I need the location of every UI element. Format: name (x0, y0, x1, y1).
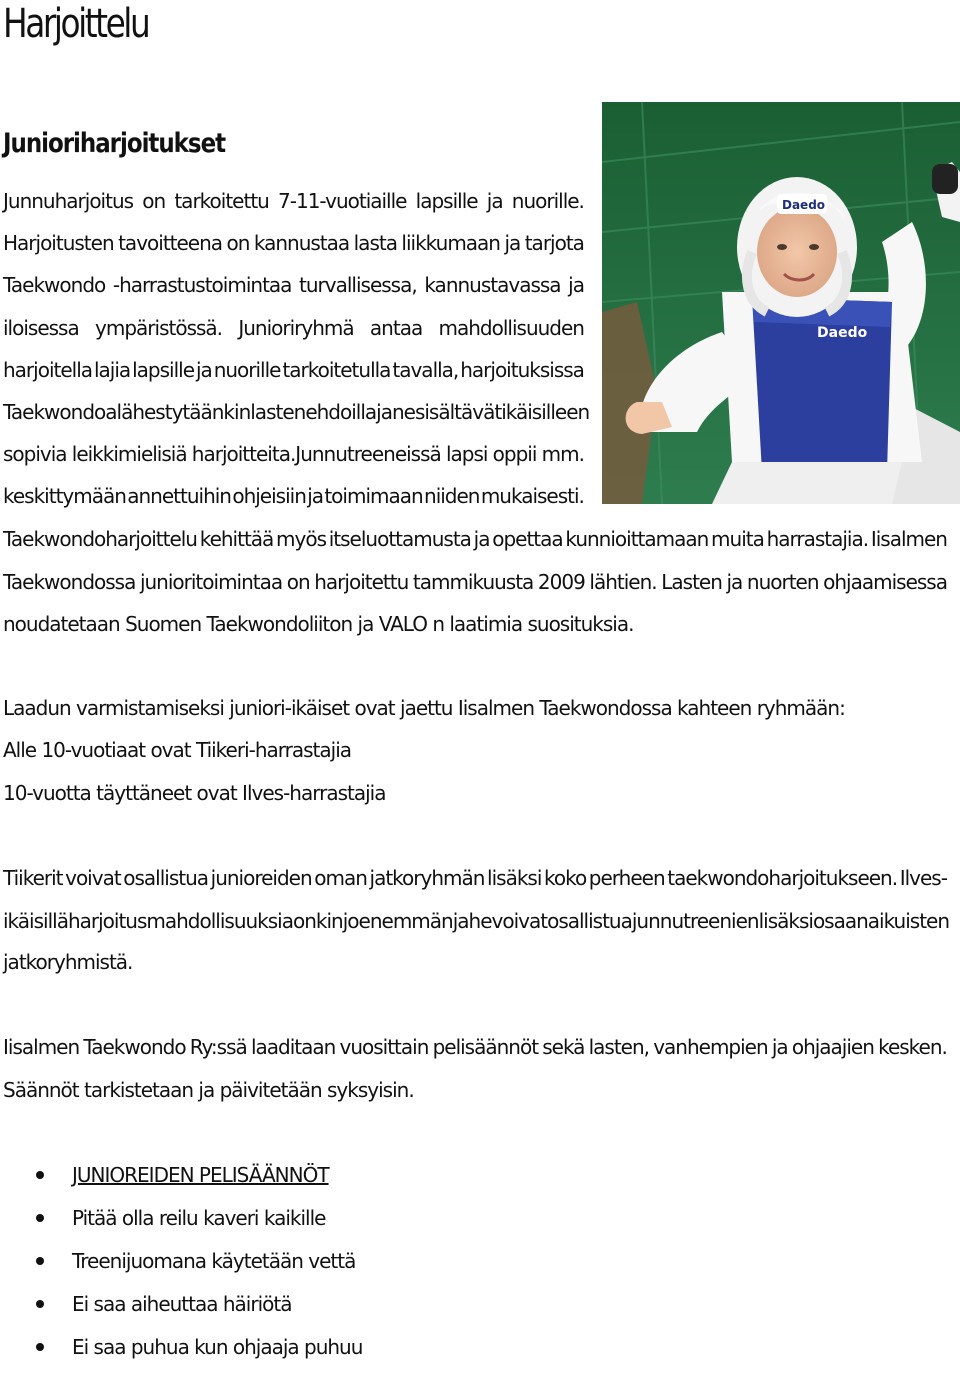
word: tavalla, (392, 357, 459, 382)
word: on (226, 231, 250, 256)
word: pelisäännöt (432, 1035, 539, 1059)
page-title: Harjoittelu (3, 1, 149, 47)
word: Ilves- (899, 866, 947, 890)
word: ja (452, 908, 469, 933)
word: osallistua (547, 908, 632, 933)
word: junnutreenien (631, 908, 759, 933)
word: sisältävät (414, 400, 502, 424)
word: leikkimielisiä (71, 442, 187, 467)
word: toimimaan (324, 484, 423, 509)
word: lisäksi (487, 866, 542, 890)
word: harjoituksissa (460, 357, 584, 382)
word: Iisalmen (3, 1035, 80, 1059)
groups-line-tiikeri: Alle 10-vuotiaat ovat Tiikeri-harrastajia (3, 738, 352, 762)
word: oppii (492, 442, 537, 467)
groups-intro: Laadun varmistamiseksi juniori-ikäiset ovat jaettu Iisalmen Taekwondossa kahteen ryhmään: (3, 696, 845, 720)
word: lapsi (445, 442, 488, 467)
paragraph-line: jatkoryhmistä. (3, 950, 133, 974)
word: kannustaa (253, 231, 350, 256)
bullet-icon (36, 1300, 44, 1308)
word: harrastajia. (766, 527, 869, 551)
paragraph-line (3, 270, 584, 312)
word: muita (711, 527, 764, 551)
word: liikkumaan (401, 231, 500, 256)
word: tarkoitetulla (282, 357, 391, 382)
bullet-icon (36, 1171, 44, 1179)
word: sekä (542, 1035, 585, 1059)
word: kannustavassa (424, 273, 561, 298)
word: ja (726, 569, 743, 594)
word: 2009 (537, 569, 585, 594)
word: Taekwondoharjoittelu (3, 527, 197, 551)
svg-text:Daedo: Daedo (782, 198, 826, 212)
paragraph-line (3, 524, 947, 566)
word: Iisalmen (870, 527, 947, 551)
word: he (468, 908, 492, 933)
word: lasta (353, 231, 397, 256)
section-heading: Junioriharjoitukset (3, 128, 226, 159)
taekwondo-child-photo (602, 102, 960, 504)
paragraph-line (3, 313, 584, 355)
list-item (30, 1203, 730, 1245)
groups-line-ilves: 10-vuotta täyttäneet ovat Ilves-harrastajia (3, 781, 386, 805)
word: ne (391, 400, 415, 424)
paragraph-line: Säännöt tarkistetaan ja päivitetään syksyisin. (3, 1078, 414, 1102)
word: on (286, 569, 310, 594)
word: harjoitteita.Junnutreeneissä (191, 442, 441, 467)
word: ympäristössä. (95, 315, 223, 340)
word: Ry:ssä (189, 1035, 247, 1059)
word: on (142, 189, 166, 213)
word: Harjoitusten (3, 231, 114, 256)
paragraph-line (3, 567, 947, 609)
word: Taekwondossa (3, 569, 136, 594)
list-item (30, 1246, 730, 1288)
word: lisäksi (758, 908, 813, 933)
word: aikuisten (867, 908, 950, 933)
word: taekwondoharjoitukseen. (667, 866, 898, 890)
word: annettuihin (127, 484, 231, 509)
word: nuorille (213, 357, 281, 382)
paragraph-line (3, 397, 590, 439)
word: harjoitella (3, 357, 93, 382)
word: ja (376, 400, 392, 424)
word: voivat (65, 866, 121, 890)
word: osallistua (123, 866, 209, 890)
word: tavoitteena (118, 231, 223, 256)
word: kesken. (878, 1035, 947, 1059)
bullet-icon (36, 1343, 44, 1351)
word: onkin (293, 908, 343, 933)
word: junioritoimintaa (139, 569, 283, 594)
word: vuosittain (339, 1035, 429, 1059)
word: perheen (588, 866, 665, 890)
word: -harrastustoimintaa (112, 273, 292, 298)
word: Junioriryhmä (238, 315, 354, 340)
word: myös (276, 527, 327, 551)
word: ja (307, 484, 324, 509)
word: lähtien. (589, 569, 657, 594)
word: lapsille (132, 357, 194, 382)
word: Lasten (661, 569, 722, 594)
list-item-label: Treenijuomana käytetään vettä (72, 1249, 356, 1273)
word: Taekwondoa (3, 400, 117, 424)
word: ehdoilla (305, 400, 377, 424)
word: laaditaan (250, 1035, 336, 1059)
word: mm. (541, 442, 584, 467)
word: tarjota (524, 231, 584, 256)
word: lapsille (415, 189, 478, 213)
list-item-label: Ei saa aiheuttaa häiriötä (72, 1292, 292, 1316)
word: harjoitusmahdollisuuksia (67, 908, 293, 933)
paragraph-line (3, 863, 947, 905)
word: opettaa (492, 527, 563, 551)
paragraph-line (3, 1032, 947, 1074)
word: ja (486, 189, 503, 213)
word: enemmän (358, 908, 453, 933)
word: koko (543, 866, 587, 890)
word: tarkoitettu (174, 189, 269, 213)
word: turvallisessa, (299, 273, 417, 298)
word: kehittää (199, 527, 274, 551)
paragraph-line (3, 439, 584, 481)
word: Taekwondo (83, 1035, 186, 1059)
word: mukaisesti. (480, 484, 584, 509)
word: mahdollisuuden (438, 315, 584, 340)
word: voivat (491, 908, 548, 933)
word: lähestytäänkin (116, 400, 251, 424)
paragraph-line (3, 186, 584, 228)
word: kunnioittamaan (565, 527, 709, 551)
word: jatkoryhmän (369, 866, 485, 890)
word: ikäisillä (3, 908, 68, 933)
word: ohjaamisessa (823, 569, 947, 594)
word: Junnuharjoitus (3, 189, 134, 213)
photo-illustration (602, 102, 960, 504)
word: sopivia (3, 442, 67, 467)
word: ja (195, 357, 212, 382)
word: ohjeisiin (232, 484, 306, 509)
paragraph-line (3, 481, 584, 523)
word: jo (342, 908, 359, 933)
paragraph-line (3, 228, 584, 270)
word: ja (473, 527, 490, 551)
list-item-label: Ei saa puhua kun ohjaaja puhuu (72, 1335, 363, 1359)
word: ja (771, 1035, 788, 1059)
word: vanhempien (653, 1035, 768, 1059)
word: ohjaajien (791, 1035, 874, 1059)
word: tammikuusta (412, 569, 534, 594)
paragraph-line: noudatetaan Suomen Taekwondoliiton ja VALO n laatimia suosituksia. (3, 612, 634, 636)
bullet-icon (36, 1257, 44, 1265)
word: lasten (250, 400, 306, 424)
rules-link[interactable]: JUNIOREIDEN PELISÄÄNNÖT (72, 1163, 329, 1187)
word: lajia (93, 357, 131, 382)
word: oman (314, 866, 367, 890)
word: itseluottamusta (328, 527, 471, 551)
word: antaa (369, 315, 423, 340)
word: harjoitettu (314, 569, 409, 594)
word: ja (568, 273, 584, 298)
bullet-icon (36, 1214, 44, 1222)
word: junioreiden (210, 866, 312, 890)
word: 7-11-vuotiaille (278, 189, 407, 213)
word: nuorille. (511, 189, 584, 213)
paragraph-line (3, 906, 950, 948)
list-item[interactable] (30, 1160, 730, 1202)
list-item (30, 1289, 730, 1331)
word: Tiikerit (3, 866, 63, 890)
word: keskittymään (3, 484, 126, 509)
list-item-label: Pitää olla reilu kaveri kaikille (72, 1206, 326, 1230)
word: osaan (812, 908, 868, 933)
word: ikäisilleen (501, 400, 590, 424)
paragraph-line (3, 355, 584, 397)
word: niiden (424, 484, 480, 509)
list-item (30, 1332, 730, 1374)
svg-text:Daedo: Daedo (817, 325, 868, 341)
word: nuorten (746, 569, 819, 594)
word: iloisessa (3, 315, 79, 340)
word: lasten, (588, 1035, 650, 1059)
word: Taekwondo (3, 273, 106, 298)
word: ja (504, 231, 521, 256)
